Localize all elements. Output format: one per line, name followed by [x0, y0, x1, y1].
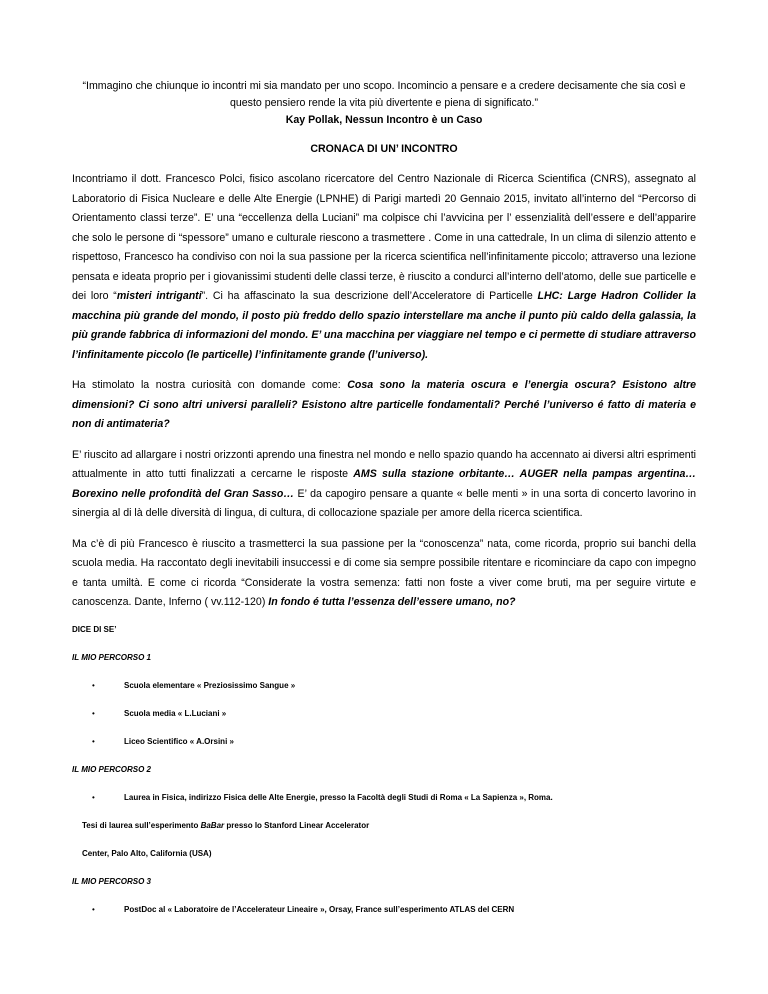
- bullet-icon: •: [92, 792, 95, 802]
- thesis-line-1: [82, 820, 696, 832]
- list-item-text: Laurea in Fisica, indirizzo Fisica delle Alte Energie, presso la Facoltà degli Studi di Roma « La Sapienza », Roma.: [124, 792, 553, 802]
- article-heading: CRONACA DI UN’ INCONTRO: [310, 143, 458, 155]
- bullet-icon: •: [92, 736, 95, 746]
- list-item-text: PostDoc al « Laboratoire de l’Accelerateur Lineaire », Orsay, France sull’esperimento ATLAS del CERN: [124, 904, 515, 914]
- bullet-icon: •: [92, 680, 95, 690]
- p4-text-a: Ma c’è di più Francesco è riuscito a trasmetterci la sua passione per la “conoscenza” nata, come ricorda, proprio sui banchi della scuola media. Ha raccontato degli inevitabili insuccessi e di come sia sempre possibile ritentare e ricominciare da capo con impegno e tanta umiltà. E come ci ricorda “Considerate la vostra semenza: fatti non foste a viver come bruti, ma per seguire virtute e canoscenza. Dante, Inferno ( vv.112-120): [72, 537, 696, 608]
- list-item: [72, 904, 696, 916]
- paragraph-2: [72, 376, 696, 435]
- p3-text-b: AMS sulla stazione orbitante… AUGER nella pampas argentina… Borexino nelle profondità del Gran Sasso…: [72, 468, 697, 500]
- thesis-text-c: presso lo Stanford Linear Accelerator: [224, 820, 370, 830]
- thesis-text-b: BaBar: [200, 820, 225, 830]
- document-page: [72, 78, 696, 932]
- percorso-2-list: [72, 792, 696, 804]
- percorso-1-list: [72, 680, 696, 748]
- percorso-2-title: IL MIO PERCORSO 2: [72, 764, 151, 774]
- list-item: [72, 792, 696, 804]
- p3-text-c: E’ da capogiro pensare a quante « belle menti » in una sorta di concerto lavorino in sinergia al di là delle diversità di lingua, di cultura, di collocazione spaziale per amore della ricerca scientifica.: [72, 487, 696, 519]
- thesis-line-2: Center, Palo Alto, California (USA): [82, 848, 212, 858]
- p1-text-c: ”. Ci ha affascinato la sua descrizione dell’Acceleratore di Particelle: [201, 290, 538, 302]
- list-item-text: Liceo Scientifico « A.Orsini »: [124, 736, 234, 746]
- paragraph-3: [72, 446, 696, 524]
- p4-text-b: In fondo é tutta l’essenza dell’essere umano, no?: [268, 596, 516, 608]
- list-item-text: Scuola media « L.Luciani »: [124, 708, 227, 718]
- paragraph-4: [72, 535, 696, 613]
- percorso-3-list: [72, 904, 696, 916]
- thesis-text-a: Tesi di laurea sull’esperimento: [82, 820, 201, 830]
- p2-text-a: Ha stimolato la nostra curiosità con domande come:: [72, 379, 348, 391]
- dice-di-se-heading: DICE DI SE’: [72, 624, 117, 634]
- bullet-icon: •: [92, 904, 95, 914]
- p1-text-d: LHC: Large Hadron Collider la macchina più grande del mondo, il posto più freddo dello spazio interstellare ma anche il punto più caldo della galassia, la più grande fabbrica di informazioni del mondo. E’ una macchina per viaggiare nel tempo e ci permette di studiare attraverso l’infinitamente piccolo (le particelle) l’infinitamente grande (l’universo).: [72, 290, 697, 361]
- percorso-3-title: IL MIO PERCORSO 3: [72, 876, 151, 886]
- p2-text-b: Cosa sono la materia oscura e l’energia oscura? Esistono altre dimensioni? Ci sono altri universi paralleli? Esistono altre particelle fondamentali? Perché l’universo é fatto di materia e non di antimateria?: [72, 379, 697, 430]
- p1-text-a: Incontriamo il dott. Francesco Polci, fisico ascolano ricercatore del Centro Nazionale di Ricerca Scientifica (CNRS), assegnato al Laboratorio di Fisica Nucleare e delle Alte Energie (LPNHE) di Parigi martedì 20 Gennaio 2015, invitato all’interno del “Percorso di Orientamento classi terze”. E’ una “eccellenza della Luciani” ma colpisce chi l’avvicina per l’ essenzialità dell’essere e dell’apparire che solo le persone di “spessore” umano e culturale riescono a trasmettere . Come in una cattedrale, In un clima di silenzio attento e rispettoso, Francesco ha condiviso con noi la sua passione per la ricerca scientifica nell’infinitamente piccolo; attraverso una lezione pensata e ideata proprio per i giovanissimi studenti delle classi terze, è riuscito a condurci all’interno dell’atomo, delle sue particelle e dei loro “: [72, 173, 696, 302]
- paragraph-1: [72, 170, 696, 365]
- percorso-1-title: IL MIO PERCORSO 1: [72, 652, 151, 662]
- p3-text-a: E’ riuscito ad allargare i nostri orizzonti aprendo una finestra nel mondo e nello spazio quando ha accennato ai diversi altri esprimenti attualmente in atto tutti finalizzati a cercarne le risposte: [72, 448, 696, 480]
- bullet-icon: •: [92, 708, 95, 718]
- list-item: [72, 736, 696, 748]
- opening-quote: “Immagino che chiunque io incontri mi sia mandato per uno scopo. Incomincio a pensare e a credere decisamente che sia così e questo pensiero rende la vita più divertente e piena di significato.”: [82, 80, 686, 109]
- p1-text-b: misteri intriganti: [116, 290, 202, 302]
- list-item-text: Scuola elementare « Preziosissimo Sangue »: [124, 680, 296, 690]
- list-item: [72, 708, 696, 720]
- quote-author: Kay Pollak, Nessun Incontro è un Caso: [285, 114, 483, 126]
- list-item: [72, 680, 696, 692]
